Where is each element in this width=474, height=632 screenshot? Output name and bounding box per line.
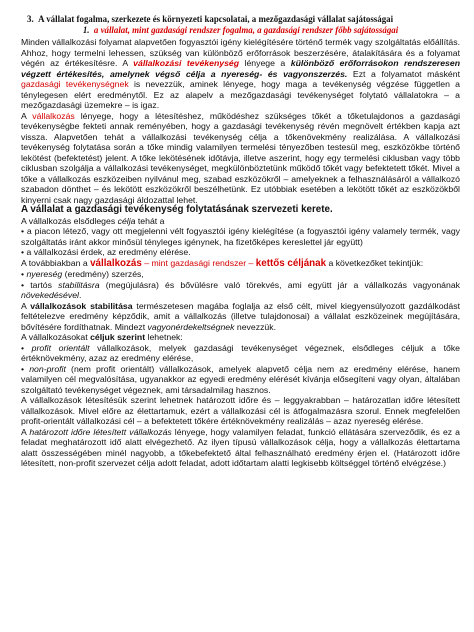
paragraph-4: A vállalkozás elsődleges célja tehát a	[21, 215, 165, 226]
paragraph-5: A továbbiakban a vállalkozás – mint gazdasági rendszer – kettős céljának a következőket tekintjük:	[21, 257, 424, 269]
subsection-number: 1.	[82, 25, 90, 35]
section-title: A vállalat fogalma, szerkezete és környezeti kapcsolatai, a mezőgazdasági vállalat sajátosságai	[38, 14, 394, 24]
list-item: • profit orientált vállalkozások, melyek gazdasági tevékenységet végeznek, elsődleges céljuk a tőke értéknövekmény, azaz az eredmény elérése,	[21, 342, 460, 363]
paragraph-3: A vállalat a gazdasági tevékenység folytatásának szervezeti kerete.	[21, 204, 333, 215]
paragraph-9: A határozott időre létesített vállalkozás lényege, hogy valamilyen feladat, funkció ellátására szerveződik, és ez a feladat meghatározott idő alatt elvégezhető. Az ilyen típusú vállalkozások célja, hogy a vállalkozás élettartama alatt összességében minél nagyobb, a tőkebefektető által felhasználható eredmény érjen el. (Határozott időre létesített, non-profit szervezet célja adott feladat, adott időtartam alatti legkisebb költséggel történő elvégzése.)	[21, 426, 460, 468]
paragraph-6: A vállalkozások stabilitása természetesen magába foglalja az első célt, mivel kiegyensúlyozott gazdálkodást feltételezve eredmény képződik, amit a vállalkozás (illetve tulajdonosai) a vállalat eszközeinek megújítására, bővítésére fordíthatnak. Mindezt vagyonérdekeltségnek nevezzük.	[21, 300, 460, 332]
section-number: 3.	[27, 14, 34, 24]
list-item: • a piacon létező, vagy ott megjelenni vélt fogyasztói igény kielégítése (a fogyasztói igény valamely termék, vagy szolgáltatás iránt akkor minősül tényleges igénynek, ha fizetőképes kereslettel jár együtt)	[21, 226, 460, 247]
list-item: • nyereség (eredmény) szerzés,	[21, 269, 144, 279]
paragraph-8: A vállalkozások létesítésük szerint lehetnek határozott időre és – leggyakrabban – határozatlan időre létesített vállalkozások. Mivel előre az élettartamuk, ezért a vállalkozási cél is átfogalmazásra szorul. Ennek megfelelően profit-orientált vállalkozási cél – a befektetett tőkére értéknövekmény realizálás – azaz nyereség elérése.	[21, 395, 460, 426]
paragraph-1: Minden vállalkozási folyamat alapvetően fogyasztói igény kielégítésére történő termék vagy szolgáltatás előállítás. Ahhoz, hogy termelni lehessen, szükség van különböző erőforrások beszerzésére, átalakítására és a folyamat végén az értékesítésre. A vállalkozási tevékenység lényege a különböző erőforrásokon rendszeresen végzett értékesítés, amelynek végső célja a nyereség- és vagyonszerzés. Ezt a folyamatot másként gazdasági tevékenységnek is nevezzük, aminek lényege, hogy maga a tevékenység végzése független a ténylegesen elért eredménytől. Ez az alapelv a mezőgazdasági tevékenységet folytató vállalatokra – a mezőgazdasági üzemekre – is igaz.	[21, 37, 461, 110]
subsection-heading	[21, 25, 460, 36]
paragraph-7: A vállalkozásokat céljuk szerint lehetnek:	[21, 332, 183, 342]
section-heading	[27, 14, 460, 25]
subsection-title: a vállalat, mint gazdasági rendszer fogalma, a gazdasági rendszer főbb sajátosságai	[93, 25, 399, 35]
list-item: • non-profit (nem profit orientált) vállalkozások, amelyek alapvető célja nem az eredmény elérése, hanem valamilyen cél megvalósítása, ugyanakkor az egyedi eredmény elérését kívánja elősegíteni vagy olyan, általában szolgáltató tevékenységet végeznek, ami társadalmilag hasznos.	[21, 363, 460, 395]
list-item: • tartós stabilitásra (megújulásra) és bővülésre való törekvés, ami együtt jár a vállalkozás vagyonának növekedésével.	[21, 279, 460, 300]
list-item: • a vállalkozási érdek, az eredmény elérése.	[21, 247, 191, 257]
paragraph-2: A vállalkozás lényege, hogy a létesítéshez, működéshez szükséges tőkét a tőketulajdonos a gazdasági tevékenységbe fekteti annak reményében, hogy a gazdasági tevékenység révén megnövelt értékben kapja azt vissza. Alapvetően tehát a vállalkozási tevékenység célja a tőkenövekmény realizálása. A vállalkozási tevékenység folytatása során a tőke mindig valamilyen termelési tényezőben testesül meg, eszközökbe történő lekötést (befektetést) jelent. A tőke lekötésének időtávja, illetve aszerint, hogy egy termelési ciklusban vagy több ciklusban szolgálja a vállalkozási tevékenységet, megkülönböztetünk működő tőkét vagy befektetett tőkét. Mivel a tőke a vállalkozás eszközeiben nyilvánul meg, szabad eszközökről – amelyeknek a felhasználásáról a vállalkozó szabadon dönthet – és lekötött eszközökről beszélhetünk. Ez utóbbiak esetében a lekötött tőkét az eszközökből kinyerni csak nagy gazdasági áldozattal lehet.	[21, 110, 460, 205]
